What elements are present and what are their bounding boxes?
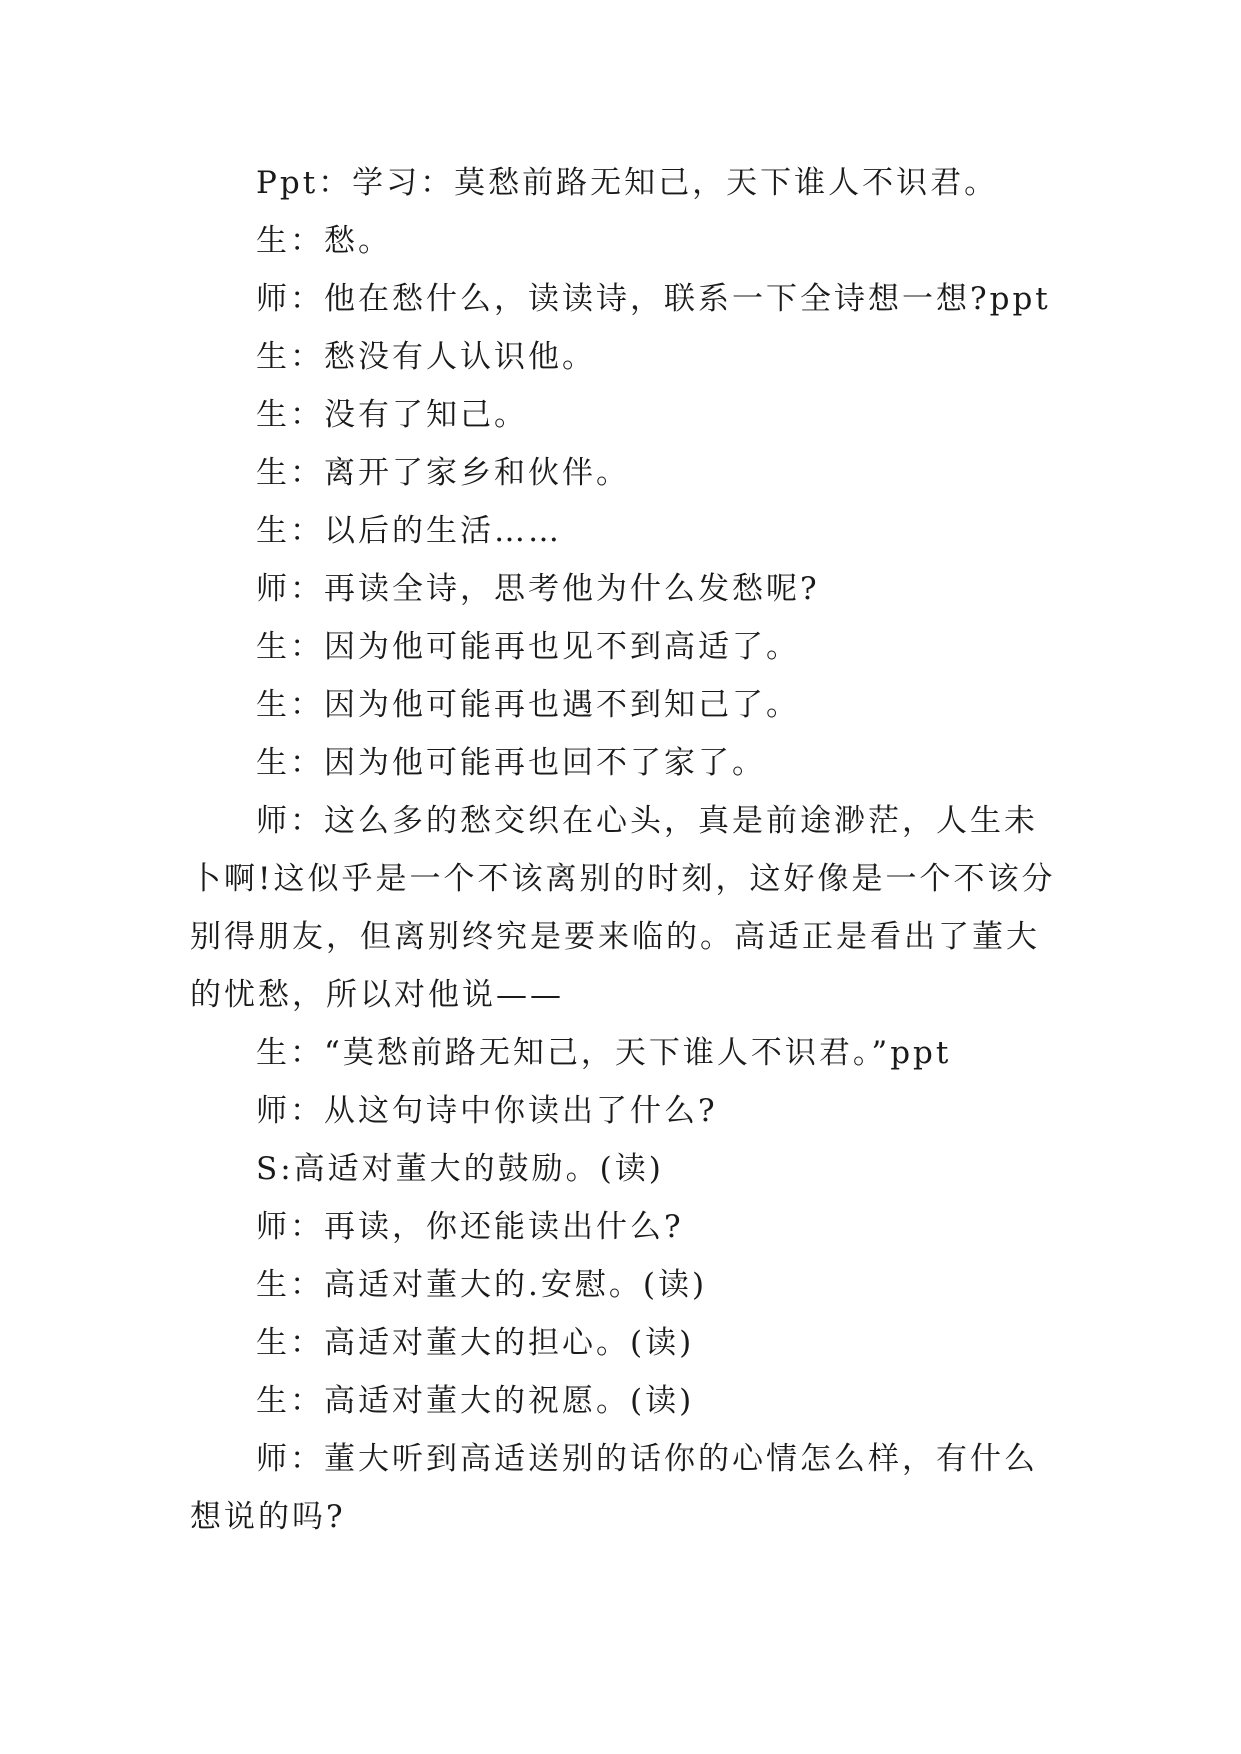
paragraph-teacher-question-4: 师：再读，你还能读出什么? (256, 1209, 684, 1245)
paragraph-teacher-question-2: 师：再读全诗，思考他为什么发愁呢? (256, 571, 820, 607)
paragraph-teacher-question-3: 师：从这句诗中你读出了什么? (256, 1093, 718, 1129)
paragraph-student-answer-1: 生：愁没有人认识他。 (256, 339, 596, 375)
paragraph-student-worry: 生：高适对董大的担心。(读) (256, 1325, 695, 1361)
paragraph-ppt-study: Ppt：学习：莫愁前路无知己，天下谁人不识君。 (256, 165, 999, 201)
paragraph-student-wish: 生：高适对董大的祝愿。(读) (256, 1383, 695, 1419)
paragraph-teacher-question-1: 师：他在愁什么，读读诗，联系一下全诗想一想?ppt (256, 281, 1051, 317)
paragraph-teacher-narration: 师：这么多的愁交织在心头，真是前途渺茫，人生未卜啊!这似乎是一个不该离别的时刻，这好像是一个不该分别得朋友，但离别终究是要来临的。高适正是看出了董大的忧愁，所以对他说—— (190, 803, 1056, 1013)
paragraph-student-answer-3: 生：离开了家乡和伙伴。 (256, 455, 630, 491)
paragraph-student-answer-7: 生：因为他可能再也回不了家了。 (256, 745, 766, 781)
paragraph-student-comfort: 生：高适对董大的.安慰。(读) (256, 1267, 708, 1303)
paragraph-student-sorrow: 生：愁。 (256, 223, 392, 259)
paragraph-teacher-question-5: 师：董大听到高适送别的话你的心情怎么样，有什么想说的吗? (190, 1441, 1038, 1535)
paragraph-student-encouragement: S:高适对董大的鼓励。(读) (256, 1151, 664, 1187)
paragraph-student-answer-5: 生：因为他可能再也见不到高适了。 (256, 629, 800, 665)
paragraph-student-recite: 生：“莫愁前路无知己，天下谁人不识君。”ppt (256, 1035, 952, 1071)
document-body (190, 154, 1062, 1546)
paragraph-student-answer-6: 生：因为他可能再也遇不到知己了。 (256, 687, 800, 723)
paragraph-student-answer-4: 生：以后的生活…… (256, 513, 562, 549)
paragraph-student-answer-2: 生：没有了知己。 (256, 397, 528, 433)
